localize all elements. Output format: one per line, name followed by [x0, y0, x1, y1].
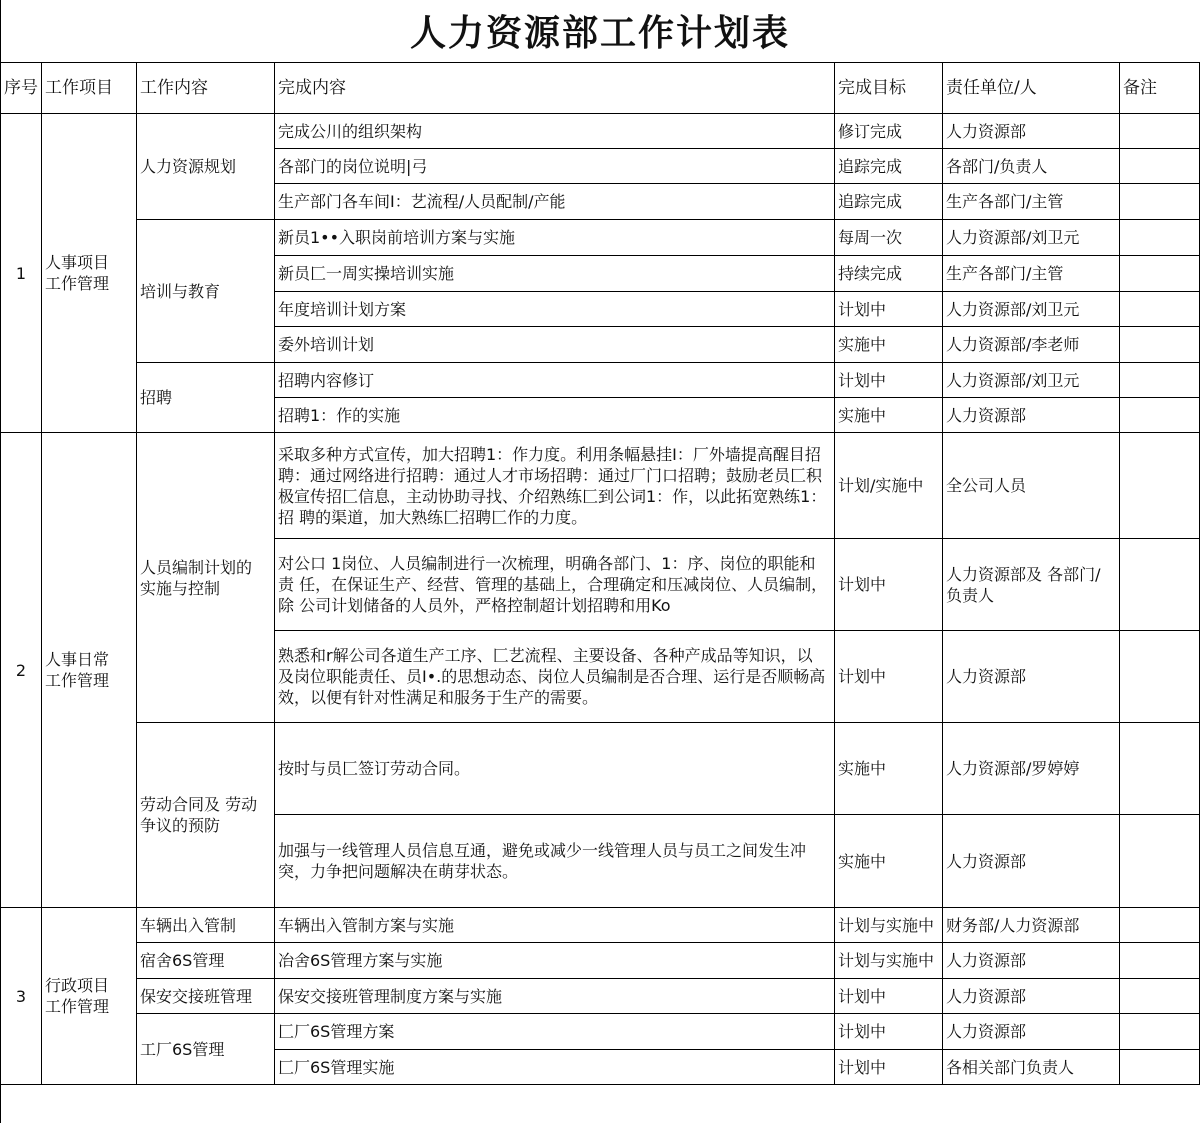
target-cell: 实施中 — [835, 327, 943, 363]
section-project: 人事项目 工作管理 — [42, 114, 137, 433]
target-cell: 实施中 — [835, 815, 943, 908]
table-row — [1, 979, 1200, 1014]
owner-cell: 人力资源部/刘卫元 — [943, 292, 1120, 327]
group-label: 人员编制计划的 实施与控制 — [137, 433, 275, 723]
completion-cell: 完成公川的组织架构 — [275, 114, 835, 149]
completion-cell: 对公口 1岗位、人员编制进行一次梳理，明确各部门、1：序、岗位的职能和责 任，在保证生产、经营、管理的基础上，合理确定和压减岗位、人员编制，除 公司计划储备的人员外，严格控制超计划招聘和用Ko — [275, 539, 835, 631]
owner-cell: 人力资源部 — [943, 114, 1120, 149]
group-label: 保安交接班管理 — [137, 979, 275, 1014]
owner-cell: 财务部/人力资源部 — [943, 908, 1120, 943]
section-project: 人事日常 工作管理 — [42, 433, 137, 908]
group-label: 宿舍6S管理 — [137, 943, 275, 979]
owner-cell: 人力资源部及 各部门/负责人 — [943, 539, 1120, 631]
target-cell: 计划中 — [835, 1014, 943, 1050]
header-target: 完成目标 — [835, 63, 943, 114]
owner-cell: 人力资源部 — [943, 1014, 1120, 1050]
header-completion: 完成内容 — [275, 63, 835, 114]
table-row — [1, 1014, 1200, 1050]
group-label: 招聘 — [137, 363, 275, 433]
completion-cell: 冶舍6S管理方案与实施 — [275, 943, 835, 979]
header-row — [1, 63, 1200, 114]
section-seq: 2 — [1, 433, 42, 908]
completion-cell: 匚厂6S管理方案 — [275, 1014, 835, 1050]
remark-cell — [1120, 433, 1200, 539]
remark-cell — [1120, 327, 1200, 363]
remark-cell — [1120, 815, 1200, 908]
table-row — [1, 723, 1200, 815]
group-label: 培训与教育 — [137, 220, 275, 363]
remark-cell — [1120, 149, 1200, 184]
header-remark: 备注 — [1120, 63, 1200, 114]
section-project: 行政项目 工作管理 — [42, 908, 137, 1085]
target-cell: 持续完成 — [835, 256, 943, 292]
completion-cell: 车辆出入管制方案与实施 — [275, 908, 835, 943]
remark-cell — [1120, 398, 1200, 433]
remark-cell — [1120, 943, 1200, 979]
table-row — [1, 943, 1200, 979]
owner-cell: 人力资源部/刘卫元 — [943, 220, 1120, 256]
owner-cell: 人力资源部/李老师 — [943, 327, 1120, 363]
owner-cell: 人力资源部 — [943, 398, 1120, 433]
target-cell: 计划中 — [835, 979, 943, 1014]
target-cell: 计划中 — [835, 292, 943, 327]
header-content: 工作内容 — [137, 63, 275, 114]
owner-cell: 人力资源部 — [943, 631, 1120, 723]
target-cell: 修订完成 — [835, 114, 943, 149]
group-label: 人力资源规划 — [137, 114, 275, 220]
completion-cell: 委外培训计划 — [275, 327, 835, 363]
table-row — [1, 220, 1200, 256]
target-cell: 实施中 — [835, 723, 943, 815]
completion-cell: 匚厂6S管理实施 — [275, 1050, 835, 1085]
target-cell: 计划中 — [835, 539, 943, 631]
target-cell: 计划中 — [835, 1050, 943, 1085]
owner-cell: 各相关部门负责人 — [943, 1050, 1120, 1085]
completion-cell: 加强与一线管理人员信息互通，避免或减少一线管理人员与员工之间发生冲 突，力争把问题解决在萌芽状态。 — [275, 815, 835, 908]
section-seq: 3 — [1, 908, 42, 1085]
target-cell: 计划/实施中 — [835, 433, 943, 539]
remark-cell — [1120, 114, 1200, 149]
remark-cell — [1120, 1014, 1200, 1050]
section-seq: 1 — [1, 114, 42, 433]
remark-cell — [1120, 256, 1200, 292]
remark-cell — [1120, 1050, 1200, 1085]
table-row — [1, 363, 1200, 398]
completion-cell: 年度培训计划方案 — [275, 292, 835, 327]
owner-cell: 各部门/负责人 — [943, 149, 1120, 184]
target-cell: 计划中 — [835, 631, 943, 723]
header-seq: 序号 — [1, 63, 42, 114]
completion-cell: 新员匚一周实操培训实施 — [275, 256, 835, 292]
owner-cell: 全公司人员 — [943, 433, 1120, 539]
group-label: 工厂6S管理 — [137, 1014, 275, 1085]
owner-cell: 人力资源部 — [943, 943, 1120, 979]
table-row — [1, 433, 1200, 539]
remark-cell — [1120, 292, 1200, 327]
group-label: 劳动合同及 劳动争议的预防 — [137, 723, 275, 908]
target-cell: 计划与实施中 — [835, 943, 943, 979]
remark-cell — [1120, 979, 1200, 1014]
owner-cell: 人力资源部 — [943, 979, 1120, 1014]
completion-cell: 招聘内容修订 — [275, 363, 835, 398]
table-row — [1, 908, 1200, 943]
owner-cell: 人力资源部/刘卫元 — [943, 363, 1120, 398]
target-cell: 计划中 — [835, 363, 943, 398]
remark-cell — [1120, 908, 1200, 943]
header-owner: 责任单位/人 — [943, 63, 1120, 114]
completion-cell: 招聘1：作的实施 — [275, 398, 835, 433]
completion-cell: 各部门的岗位说明|弓 — [275, 149, 835, 184]
target-cell: 计划与实施中 — [835, 908, 943, 943]
owner-cell: 生产各部门/主管 — [943, 256, 1120, 292]
remark-cell — [1120, 539, 1200, 631]
remark-cell — [1120, 631, 1200, 723]
work-plan-table — [0, 62, 1200, 1085]
page-title: 人力资源部工作计划表 — [409, 13, 790, 54]
target-cell: 追踪完成 — [835, 149, 943, 184]
remark-cell — [1120, 220, 1200, 256]
completion-cell: 生产部门各车间I：艺流程/人员配制/产能 — [275, 184, 835, 220]
group-label: 车辆出入管制 — [137, 908, 275, 943]
remark-cell — [1120, 184, 1200, 220]
remark-cell — [1120, 723, 1200, 815]
owner-cell: 人力资源部 — [943, 815, 1120, 908]
completion-cell: 熟悉和r解公司各道生产工序、匚艺流程、主要设备、各种产成品等知识，以 及岗位职能责任、员I•.的思想动态、岗位人员编制是否合理、运行是否顺畅高 效，以便有针对性满足和服务于生产的需要。 — [275, 631, 835, 723]
completion-cell: 新员1••入职岗前培训方案与实施 — [275, 220, 835, 256]
target-cell: 实施中 — [835, 398, 943, 433]
table-row — [1, 114, 1200, 149]
remark-cell — [1120, 363, 1200, 398]
header-project: 工作项目 — [42, 63, 137, 114]
target-cell: 每周一次 — [835, 220, 943, 256]
owner-cell: 生产各部门/主管 — [943, 184, 1120, 220]
completion-cell: 采取多种方式宣传，加大招聘1：作力度。利用条幅悬挂I：厂外墙提高醒目招 聘：通过网络进行招聘：通过人才市场招聘：通过厂门口招聘；鼓励老员匚积 极宣传招匚信息，主动协助寻找、介绍熟练匚到公词1：作，以此拓宽熟练1：招 聘的渠道，加大熟练匚招聘匚作的力度。 — [275, 433, 835, 539]
completion-cell: 按时与员匚签订劳动合同。 — [275, 723, 835, 815]
target-cell: 追踪完成 — [835, 184, 943, 220]
completion-cell: 保安交接班管理制度方案与实施 — [275, 979, 835, 1014]
owner-cell: 人力资源部/罗婷婷 — [943, 723, 1120, 815]
